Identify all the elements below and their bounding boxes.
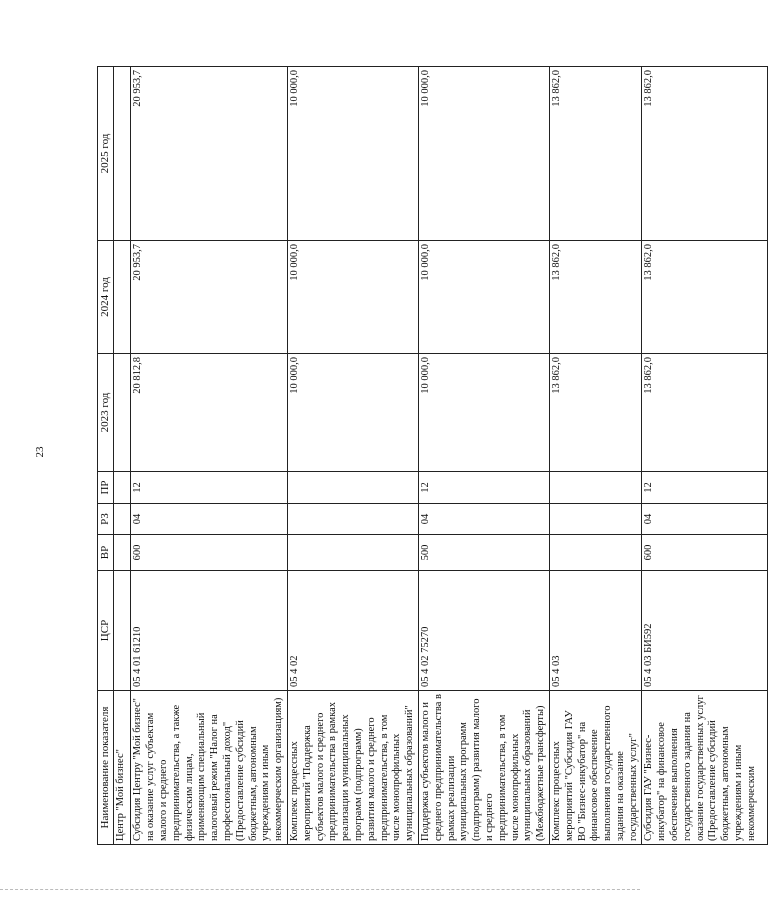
row-2024 [114,241,131,354]
row-vr [287,535,418,571]
header-vr: ВР [98,535,114,571]
row-2025: 10 000,0 [418,67,549,241]
row-2025: 10 000,0 [287,67,418,241]
row-pr: 12 [642,472,768,504]
header-name: Наименование показателя [98,691,114,845]
row-2024: 10 000,0 [287,241,418,354]
header-csr: ЦСР [98,571,114,691]
page-bottom-rule [0,889,640,890]
row-vr: 600 [131,535,288,571]
rotated-table-container [97,67,757,845]
row-2023: 10 000,0 [418,354,549,472]
row-rz [549,504,642,535]
row-vr: 500 [418,535,549,571]
row-pr [549,472,642,504]
row-rz [287,504,418,535]
header-row [98,67,114,845]
row-2023: 20 812,8 [131,354,288,472]
table-row [549,67,642,845]
table-row [114,67,131,845]
row-name: Комплекс процессных мероприятий "Субсидия ГАУ ВО "Бизнес-инкубатор" на финансовое обеспечение выполнения государственного задания на оказание государственных услуг" [549,691,642,845]
row-csr: 05 4 01 61210 [131,571,288,691]
row-2025: 13 862,0 [549,67,642,241]
header-2025: 2025 год [98,67,114,241]
row-name: Комплекс процессных мероприятий "Поддержка субъектов малого и среднего предпринимательства в рамках реализации муниципальных программ (подпрограмм) развития малого и среднего предпринимательства, в том числе монопрофильных муниципальных образований" [287,691,418,845]
table-row [131,67,288,845]
header-pr: ПР [98,472,114,504]
row-name: Центр "Мой бизнес" [114,691,131,845]
table-row [418,67,549,845]
row-2023: 13 862,0 [642,354,768,472]
row-2024: 13 862,0 [642,241,768,354]
page-number: 23 [34,446,46,458]
row-pr: 12 [131,472,288,504]
row-name: Поддержка субъектов малого и среднего предпринимательства в рамках реализации муниципальных программ (подпрограмм) развития малого и среднего предпринимательства, в том числе монопрофильных муниципальных образований (Межбюджетные трансферты) [418,691,549,845]
row-rz: 04 [642,504,768,535]
header-2023: 2023 год [98,354,114,472]
row-pr [114,472,131,504]
row-2024: 10 000,0 [418,241,549,354]
row-2023 [114,354,131,472]
row-rz [114,504,131,535]
row-2023: 10 000,0 [287,354,418,472]
budget-table [97,66,768,845]
row-csr: 05 4 02 [287,571,418,691]
row-2025: 13 862,0 [642,67,768,241]
row-vr: 600 [642,535,768,571]
row-2023: 13 862,0 [549,354,642,472]
row-2025: 20 953,7 [131,67,288,241]
row-2024: 13 862,0 [549,241,642,354]
row-2025 [114,67,131,241]
row-csr: 05 4 02 75270 [418,571,549,691]
row-csr: 05 4 03 БИ592 [642,571,768,691]
header-2024: 2024 год [98,241,114,354]
row-csr: 05 4 03 [549,571,642,691]
row-name: Субсидия Центру "Мой бизнес" на оказание услуг субъектам малого и среднего предпринимательства, а также физическим лицам, применяющим специальный налоговый режим "Налог на профессиональный доход" (Предоставление субсидий бюджетным, автономным учреждениям и иным некоммерческим организациям) [131,691,288,845]
row-csr [114,571,131,691]
row-vr [114,535,131,571]
row-name: Субсидия ГАУ "Бизнес-инкубатор" на финансовое обеспечение выполнения государственного задания на оказание государственных услуг (Предоставление субсидий бюджетным, автономным учреждениям и иным некоммерческим [642,691,768,845]
row-pr: 12 [418,472,549,504]
row-vr [549,535,642,571]
row-2024: 20 953,7 [131,241,288,354]
header-rz: РЗ [98,504,114,535]
table-row [642,67,768,845]
row-rz: 04 [418,504,549,535]
table-row [287,67,418,845]
row-rz: 04 [131,504,288,535]
row-pr [287,472,418,504]
